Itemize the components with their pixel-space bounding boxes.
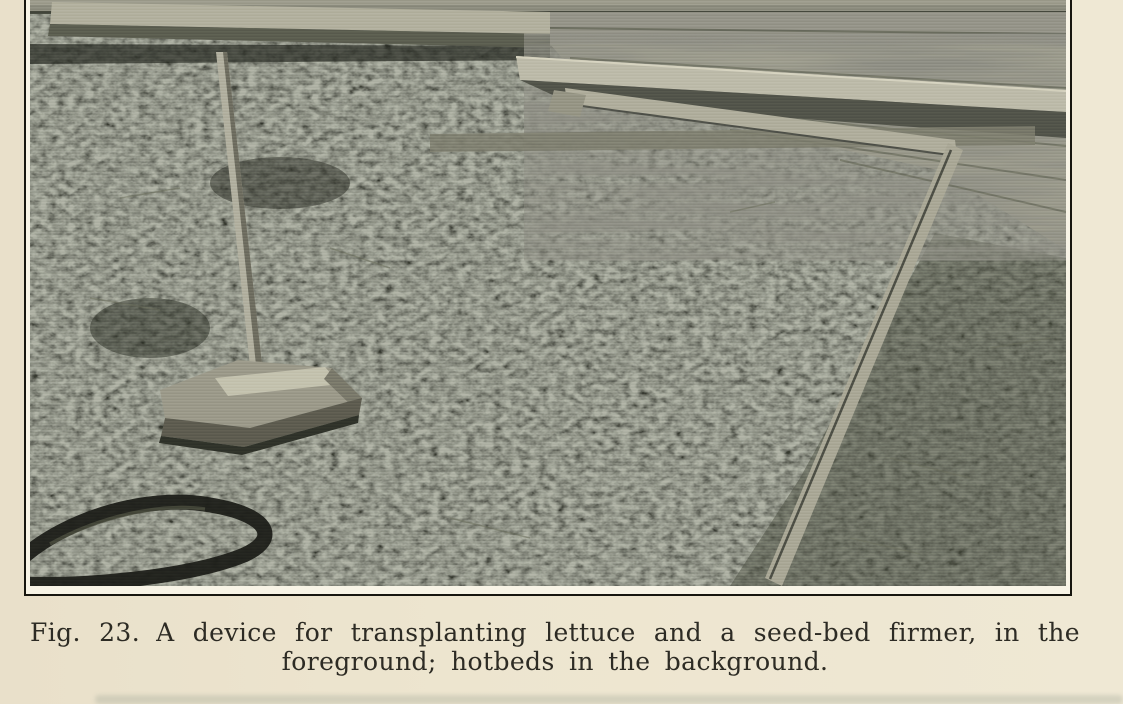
figure-label: Fig. 23. [30,618,141,647]
caption-text-line2: foreground; hotbeds in the background. [281,647,829,676]
photo-frame [24,0,1072,596]
figure-caption [30,619,1080,676]
photo-illustration [30,0,1066,586]
caption-line-1 [30,619,1080,647]
caption-text-line1: A device for transplanting lettuce and a seed-bed firmer, in the [156,618,1080,647]
figure-photo [30,0,1066,586]
